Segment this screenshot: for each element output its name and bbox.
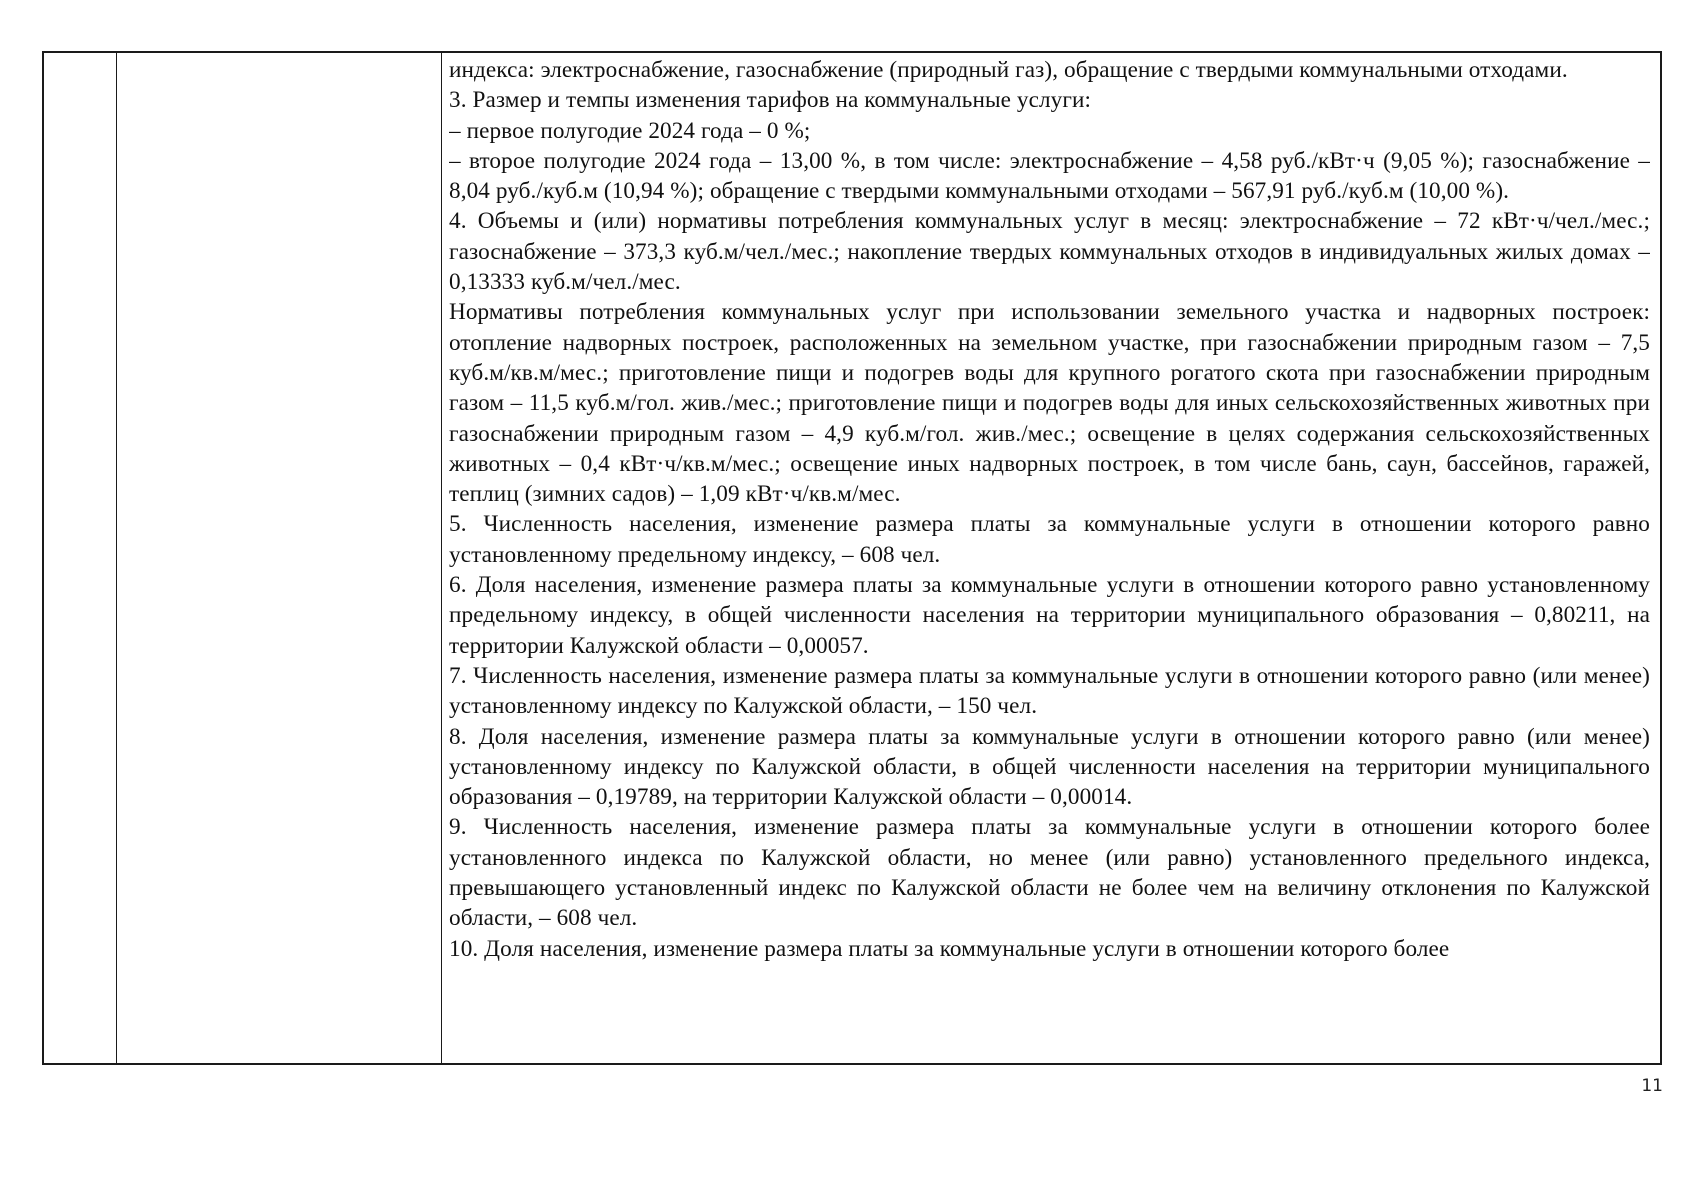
document-table xyxy=(42,51,1662,1065)
column-divider-1 xyxy=(116,53,117,1063)
column-divider-2 xyxy=(441,53,442,1063)
paragraph-item-3-heading: 3. Размер и темпы изменения тарифов на коммунальные услуги: xyxy=(449,87,1092,114)
paragraph-item-6: 6. Доля населения, изменение размера платы за коммунальные услуги в отношении которого равно установленному предельному индексу, в общей численности населения на территории муниципального образования – 0,80211, на территории Калужской области – 0,00057. xyxy=(449,572,1650,659)
page-number: 11 xyxy=(1641,1076,1663,1096)
paragraph-item-7: 7. Численность населения, изменение размера платы за коммунальные услуги в отношении которого равно (или менее) установленному индексу по Калужской области, – 150 чел. xyxy=(449,662,1650,720)
paragraph-land-norms: Нормативы потребления коммунальных услуг при использовании земельного участка и надворных построек: отопление надворных построек, расположенных на земельном участке, при газоснабжении природным газом – 7,5 куб.м/кв.м/мес.; приготовление пищи и подогрев воды для крупного рогатого скота при газоснабжении природным газом – 11,5 куб.м/гол. жив./мес.; приготовление пищи и подогрев воды для иных сельскохозяйственных животных при газоснабжении природным газом – 4,9 куб.м/гол. жив./мес.; освещение в целях содержания сельскохозяйственных животных – 0,4 кВт·ч/кв.м/мес.; освещение иных надворных построек, в том числе бань, саун, бассейнов, гаражей, теплиц (зимних садов) – 1,09 кВт·ч/кв.м/мес. xyxy=(449,299,1650,508)
paragraph-item-10: 10. Доля населения, изменение размера платы за коммунальные услуги в отношении которого более xyxy=(449,935,1450,962)
paragraph-index-continuation: индекса: электроснабжение, газоснабжение (природный газ), обращение с твердыми коммунальными отходами. xyxy=(449,57,1568,83)
paragraph-first-half-year: – первое полугодие 2024 года – 0 %; xyxy=(449,117,811,144)
paragraph-item-5: 5. Численность населения, изменение размера платы за коммунальные услуги в отношении которого равно установленному предельному индексу, – 608 чел. xyxy=(449,511,1650,568)
paragraph-item-9: 9. Численность населения, изменение размера платы за коммунальные услуги в отношении которого более установленного индекса по Калужской области, но менее (или равно) установленного предельного индекса, превышающего установленный индекс по Калужской области не более чем на величину отклонения по Калужской области, – 608 чел. xyxy=(449,814,1650,932)
paragraph-second-half-year: – второе полугодие 2024 года – 13,00 %, в том числе: электроснабжение – 4,58 руб./кВт·ч (9,05 %); газоснабжение – 8,04 руб./куб.м (10,94 %); обращение с твердыми коммунальными отходами – 567,91 руб./куб.м (10,00 %). xyxy=(449,147,1650,205)
paragraph-item-8: 8. Доля населения, изменение размера платы за коммунальные услуги в отношении которого равно (или менее) установленному индексу по Калужской области, в общей численности населения на территории муниципального образования – 0,19789, на территории Калужской области – 0,00014. xyxy=(449,723,1650,811)
paragraph-item-4: 4. Объемы и (или) нормативы потребления коммунальных услуг в месяц: электроснабжение – 72 кВт·ч/чел./мес.; газоснабжение – 373,3 куб.м/чел./мес.; накопление твердых коммунальных отходов в индивидуальных жилых домах – 0,13333 куб.м/чел./мес. xyxy=(449,208,1650,296)
table-text-cell xyxy=(449,55,1650,1063)
